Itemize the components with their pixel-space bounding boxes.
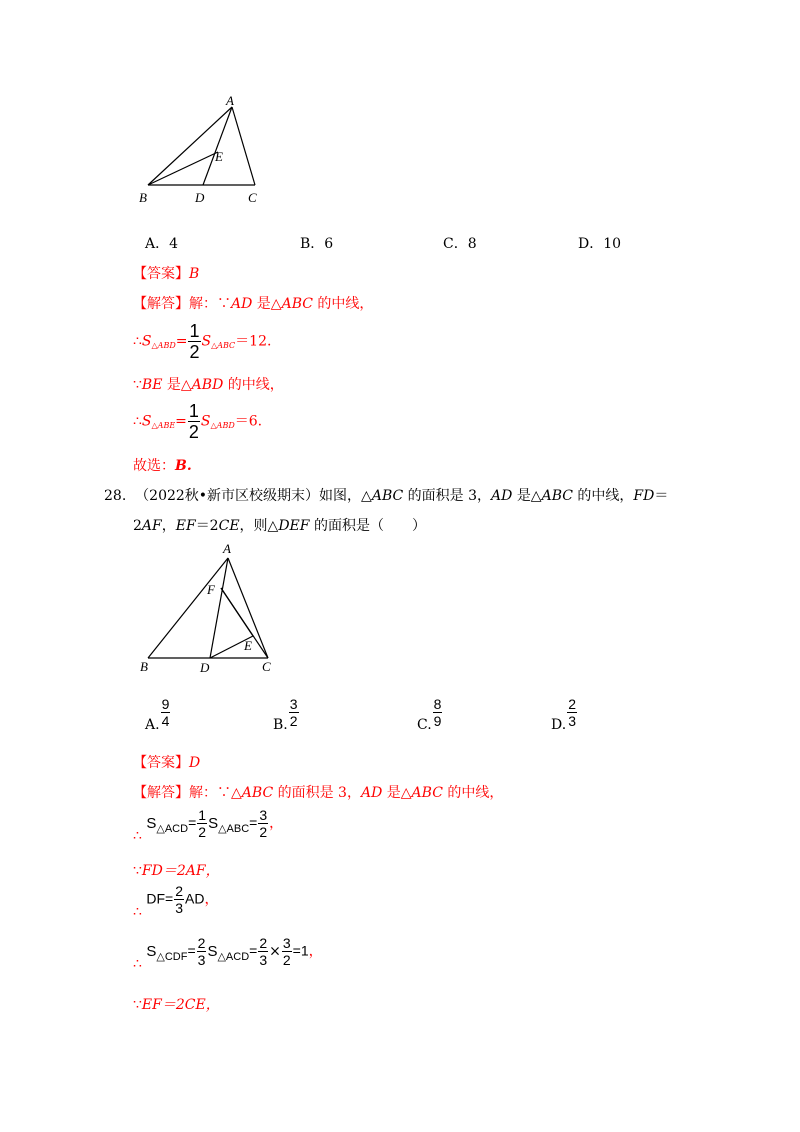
label-c: C — [262, 659, 271, 674]
q28-option-a: A. $\frac{9}{4}$ — [145, 696, 170, 733]
label-a: A — [226, 93, 234, 108]
segment-ad — [210, 558, 228, 658]
q28-solution-line1: 【解答】解：∵△ABC 的面积是 3，AD 是△ABC 的中线， — [133, 785, 504, 801]
figure-triangle-abc-1 — [135, 90, 275, 210]
label-a: A — [223, 541, 231, 556]
q27-option-b: B．6 — [300, 236, 334, 252]
q28-solution-line6: ∵EF＝2CE， — [133, 997, 220, 1013]
q28-option-c: C. $\frac{8}{9}$ — [417, 696, 442, 733]
label-c: C — [248, 190, 257, 205]
label-d: D — [195, 190, 205, 205]
q27-solution-line4: ∴S△ABE= $\frac{1}{2}$ S△ABD＝6. — [133, 401, 263, 442]
q28-option-b: B. $\frac{3}{2}$ — [273, 696, 298, 733]
q28-solution-line4: ∴ DF= $\frac{2}{3}$ AD， — [133, 883, 219, 920]
q27-solution-line2: ∴S△ABD= $\frac{1}{2}$ S△ABC＝12. — [133, 321, 272, 362]
q28-statement-line1: 28. （2022秋•新市区校级期末）如图，△ABC 的面积是 3，AD 是△ABC 的中线，FD＝ — [104, 488, 669, 504]
segment-fe — [221, 588, 253, 636]
q27-choice: 故选：B. — [133, 458, 192, 474]
q28-solution-line5: ∴ $S_{\triangle CDF}=$ $\frac{2}{3}$ $S_{\triangle ACD}=$ $\frac{2}{3}$ × $\frac{3}{2}$ =1， — [133, 935, 323, 972]
q27-solution-line1: 【解答】解：∵AD 是△ABC 的中线， — [133, 296, 374, 312]
label-e: E — [215, 149, 223, 164]
q28-answer: 【答案】D — [133, 755, 201, 771]
q27-answer: 【答案】B — [133, 266, 200, 282]
label-b: B — [139, 190, 147, 205]
label-e: E — [244, 638, 252, 653]
q28-solution-line2: ∴ $S_{\triangle ACD}=$ $\frac{1}{2}$ $S_{\triangle ABC}=$ $\frac{3}{2}$ ， — [133, 807, 284, 844]
segment-ab — [148, 558, 228, 658]
q27-option-d: D．10 — [578, 236, 622, 252]
segment-ac — [232, 107, 255, 185]
q28-statement-line2: 2AF，EF＝2CE，则△DEF 的面积是（ ） — [133, 518, 426, 534]
q27-option-c: C．8 — [443, 236, 477, 252]
label-f: F — [207, 582, 215, 597]
q27-solution-line3: ∵BE 是△ABD 的中线， — [133, 377, 284, 393]
segment-ab — [148, 107, 232, 185]
segment-be — [148, 152, 218, 185]
label-d: D — [200, 660, 210, 675]
q28-solution-line3: ∵FD＝2AF， — [133, 863, 220, 879]
figure-triangle-abc-2 — [135, 538, 285, 678]
segment-ad — [203, 107, 232, 185]
q27-option-a: A．4 — [145, 236, 179, 252]
label-b: B — [140, 659, 148, 674]
q28-option-d: D. $\frac{2}{3}$ — [551, 696, 576, 733]
